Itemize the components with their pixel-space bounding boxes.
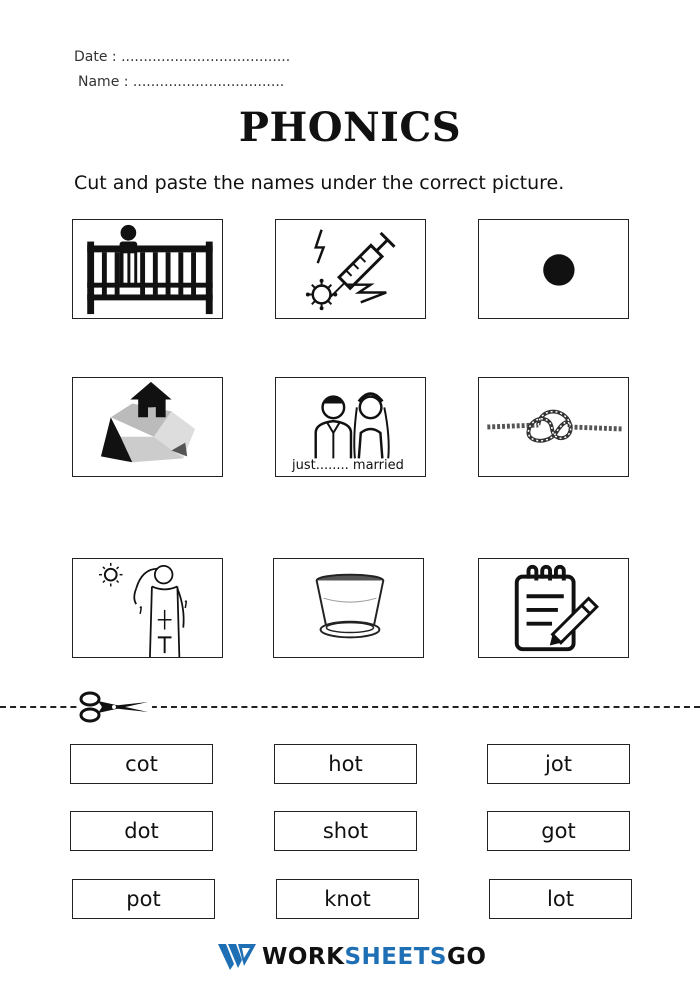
- hot-sweating-person-icon: [73, 559, 222, 657]
- word-card-got[interactable]: got: [487, 811, 630, 851]
- picture-caption: just........ married: [292, 458, 404, 473]
- picture-box-hot: [72, 558, 223, 658]
- name-field: Name : ..................................: [78, 74, 285, 90]
- picture-box-jot: [478, 558, 629, 658]
- word-card-shot[interactable]: shot: [274, 811, 417, 851]
- brand-logo: [218, 940, 486, 974]
- word-card-pot[interactable]: pot: [72, 879, 215, 919]
- house-on-land-lot-icon: [73, 378, 222, 476]
- brand-text-work: WORK: [262, 944, 345, 970]
- knot-rope-icon: [479, 378, 628, 476]
- word-card-jot[interactable]: jot: [487, 744, 630, 784]
- word-card-cot[interactable]: cot: [70, 744, 213, 784]
- word-card-lot[interactable]: lot: [489, 879, 632, 919]
- instruction-text: Cut and paste the names under the correct picture.: [74, 172, 565, 194]
- brand-text-sheets: SHEETS: [344, 944, 447, 970]
- picture-box-got-married: [275, 377, 426, 477]
- brand-text-go: GO: [446, 944, 487, 970]
- word-card-knot[interactable]: knot: [276, 879, 419, 919]
- word-card-dot[interactable]: dot: [70, 811, 213, 851]
- picture-box-knot: [478, 377, 629, 477]
- vaccine-shot-icon: [276, 220, 425, 318]
- scissors-icon: [78, 690, 152, 724]
- date-field: Date : ......................................: [74, 49, 291, 65]
- crib-icon: [73, 220, 222, 318]
- word-card-hot[interactable]: hot: [274, 744, 417, 784]
- picture-box-pot: [273, 558, 424, 658]
- picture-box-lot: [72, 377, 223, 477]
- page-title: PHONICS: [238, 104, 462, 151]
- picture-box-dot: [478, 219, 629, 319]
- flower-pot-icon: [274, 559, 423, 657]
- picture-box-crib: [72, 219, 223, 319]
- dot-icon: [479, 220, 628, 318]
- notepad-jot-icon: [479, 559, 628, 657]
- worksheetsgo-logo-icon: [218, 942, 256, 972]
- picture-box-shot: [275, 219, 426, 319]
